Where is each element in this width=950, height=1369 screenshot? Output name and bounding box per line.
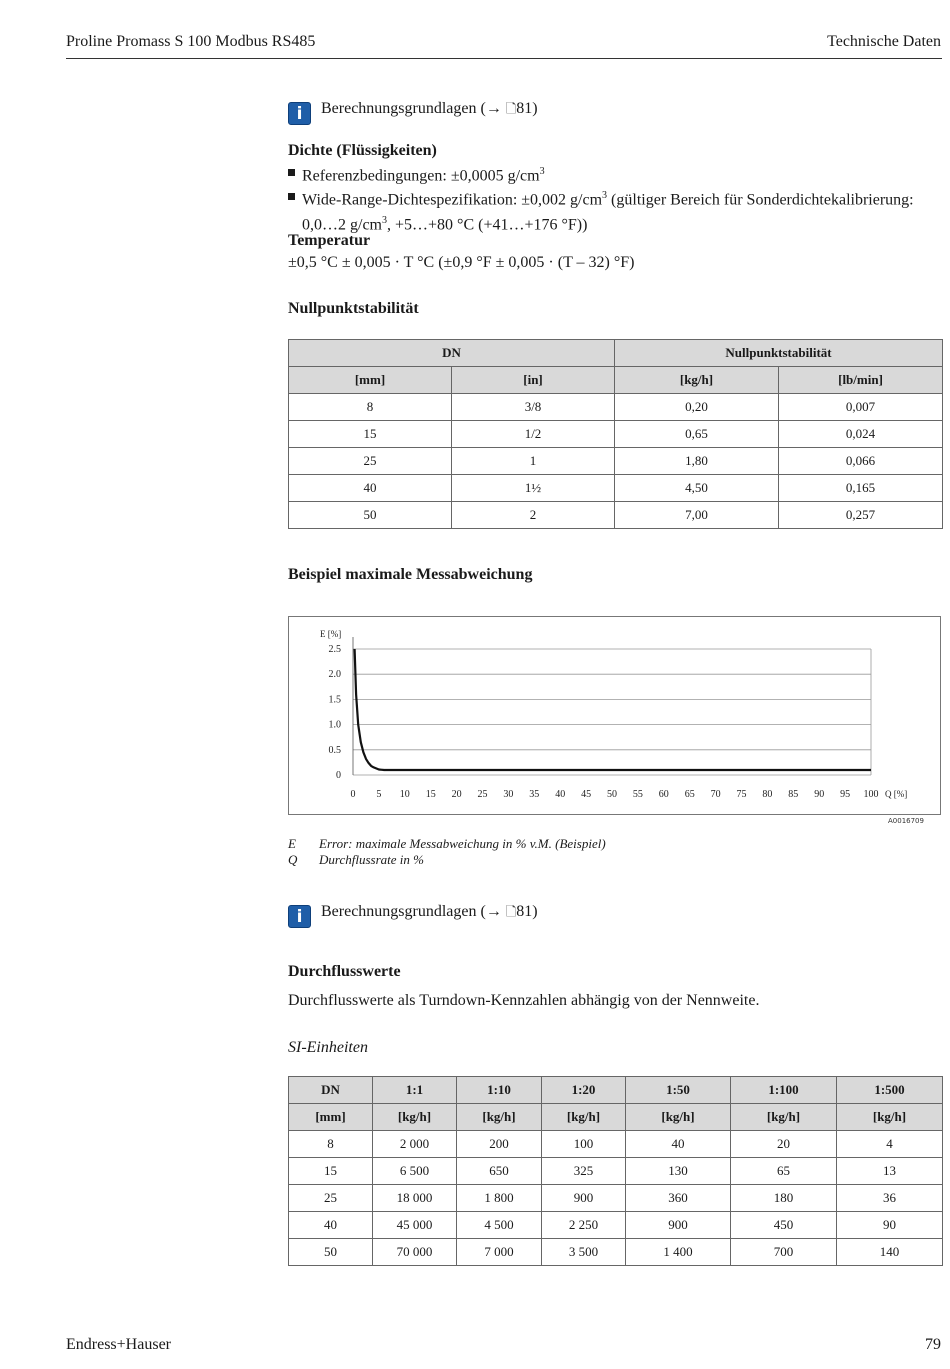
y-tick-label: 1.0: [328, 719, 341, 731]
table-cell: 7 000: [457, 1239, 542, 1266]
info-note-page: 81): [516, 903, 538, 920]
table-cell: 15: [289, 421, 452, 448]
density-heading: Dichte (Flüssigkeiten): [288, 142, 437, 159]
table-cell: 25: [289, 1185, 373, 1212]
info-note-label: Berechnungsgrundlagen (: [321, 100, 486, 117]
table-row: [289, 1239, 943, 1266]
table-row: [289, 1158, 943, 1185]
table-cell: 0,007: [779, 394, 943, 421]
x-tick-label: 95: [840, 789, 851, 800]
header-cell: 1:100: [731, 1077, 837, 1104]
table-row: [289, 1212, 943, 1239]
table-unit-row: [289, 1104, 943, 1131]
density-list: [288, 162, 943, 235]
example-heading: Beispiel maximale Messabweichung: [288, 566, 533, 583]
table-cell: 1½: [452, 475, 615, 502]
info-icon: i: [288, 905, 311, 928]
legend-key: Q: [288, 852, 298, 867]
table-cell: 15: [289, 1158, 373, 1185]
legend-key: E: [288, 836, 296, 851]
header-cell: DN: [289, 340, 615, 367]
flow-table: [288, 1076, 943, 1266]
x-tick-label: 55: [632, 789, 643, 800]
table-cell: 7,00: [615, 502, 779, 529]
y-tick-label: 0: [336, 770, 341, 781]
table-cell: 2: [452, 502, 615, 529]
x-tick-label: 65: [684, 789, 695, 800]
table-cell: 180: [731, 1185, 837, 1212]
unit-cell: [kg/h]: [615, 367, 779, 394]
x-tick-label: 20: [451, 789, 462, 800]
info-note[interactable]: [321, 903, 538, 925]
unit-cell: [lb/min]: [779, 367, 943, 394]
table-cell: 4 500: [457, 1212, 542, 1239]
superscript: 3: [602, 190, 608, 202]
flow-subheading: SI-Einheiten: [288, 1039, 368, 1056]
bullet-icon: [288, 193, 295, 200]
y-tick-label: 0.5: [328, 744, 341, 756]
density-range-note: (gültiger Bereich für Sonderdichtekalibrierung:: [611, 191, 914, 209]
x-tick-label: 100: [863, 789, 879, 800]
table-row: [289, 394, 943, 421]
legend-text: Durchflussrate in %: [319, 852, 424, 867]
density-reference: Referenzbedingungen: ±0,0005 g/cm: [302, 167, 540, 185]
page-icon: 🗋: [505, 102, 517, 117]
table-header-row: [289, 1077, 943, 1104]
unit-cell: [mm]: [289, 367, 452, 394]
unit-cell: [mm]: [289, 1104, 373, 1131]
table-cell: 25: [289, 448, 452, 475]
table-cell: 140: [837, 1239, 943, 1266]
table-row: [289, 421, 943, 448]
table-cell: 4: [837, 1131, 943, 1158]
unit-cell: [kg/h]: [457, 1104, 542, 1131]
y-tick-label: 2.0: [328, 669, 341, 681]
table-cell: 0,165: [779, 475, 943, 502]
table-cell: 100: [542, 1131, 626, 1158]
table-cell: 3/8: [452, 394, 615, 421]
header-cell: 1:1: [373, 1077, 457, 1104]
table-cell: 2 250: [542, 1212, 626, 1239]
header-cell: Nullpunktstabilität: [615, 340, 943, 367]
table-cell: 8: [289, 1131, 373, 1158]
y-tick-label: 1.5: [328, 694, 341, 706]
x-tick-label: 45: [581, 789, 592, 800]
table-row: [289, 448, 943, 475]
table-cell: 360: [626, 1185, 731, 1212]
info-note-label: Berechnungsgrundlagen (: [321, 903, 486, 920]
table-cell: 900: [626, 1212, 731, 1239]
header-rule: [66, 58, 942, 59]
table-cell: 90: [837, 1212, 943, 1239]
footer-brand: Endress+Hauser: [66, 1336, 171, 1353]
header-cell: 1:20: [542, 1077, 626, 1104]
table-row: [289, 502, 943, 529]
list-item: [288, 162, 943, 186]
density-range: 0,0…2 g/cm: [302, 215, 382, 233]
table-row: [289, 1185, 943, 1212]
x-tick-label: 75: [736, 789, 747, 800]
table-cell: 0,066: [779, 448, 943, 475]
table-cell: 40: [289, 475, 452, 502]
x-tick-label: 40: [555, 789, 566, 800]
x-tick-label: 0: [350, 789, 356, 800]
y-axis-label: E [%]: [320, 629, 342, 639]
x-tick-label: 60: [658, 789, 669, 800]
chart-frame: [288, 616, 941, 815]
table-cell: 45 000: [373, 1212, 457, 1239]
header-title: Proline Promass S 100 Modbus RS485: [66, 33, 316, 50]
table-cell: 0,024: [779, 421, 943, 448]
header-cell: 1:50: [626, 1077, 731, 1104]
x-tick-label: 25: [477, 789, 488, 800]
chart-legend: [288, 836, 788, 870]
table-cell: 1/2: [452, 421, 615, 448]
unit-cell: [kg/h]: [542, 1104, 626, 1131]
unit-cell: [in]: [452, 367, 615, 394]
zero-point-heading: Nullpunktstabilität: [288, 300, 419, 317]
table-cell: 130: [626, 1158, 731, 1185]
page-icon: 🗋: [505, 905, 517, 920]
figure-id: A0016709: [888, 817, 924, 825]
unit-cell: [kg/h]: [373, 1104, 457, 1131]
error-chart: [289, 617, 940, 814]
table-cell: 700: [731, 1239, 837, 1266]
superscript: 3: [382, 214, 387, 226]
x-tick-label: 90: [814, 789, 825, 800]
flow-heading: Durchflusswerte: [288, 963, 401, 980]
temperature-heading: Temperatur: [288, 232, 371, 249]
table-cell: 450: [731, 1212, 837, 1239]
x-tick-label: 30: [503, 789, 514, 800]
arrow-icon: →: [485, 903, 502, 920]
temperature-value: ±0,5 °C ± 0,005 · T °C (±0,9 °F ± 0,005 · (T – 32) °F): [288, 254, 635, 271]
bullet-icon: [288, 169, 295, 176]
x-tick-label: 5: [376, 789, 382, 800]
unit-cell: [kg/h]: [731, 1104, 837, 1131]
table-cell: 40: [289, 1212, 373, 1239]
table-cell: 40: [626, 1131, 731, 1158]
header-cell: 1:10: [457, 1077, 542, 1104]
info-note[interactable]: [321, 100, 538, 122]
table-cell: 325: [542, 1158, 626, 1185]
table-cell: 1 400: [626, 1239, 731, 1266]
table-row: [289, 475, 943, 502]
table-cell: 6 500: [373, 1158, 457, 1185]
table-cell: 1,80: [615, 448, 779, 475]
table-cell: 70 000: [373, 1239, 457, 1266]
table-cell: 20: [731, 1131, 837, 1158]
table-cell: 1: [452, 448, 615, 475]
table-cell: 3 500: [542, 1239, 626, 1266]
table-cell: 0,20: [615, 394, 779, 421]
header-section: Technische Daten: [827, 33, 941, 50]
density-wide-range: Wide-Range-Dichtespezifikation: ±0,002 g/cm: [302, 191, 603, 209]
arrow-icon: →: [485, 100, 502, 117]
header-cell: DN: [289, 1077, 373, 1104]
series-line: [355, 649, 871, 770]
table-unit-row: [289, 367, 943, 394]
list-item: [288, 186, 943, 235]
x-tick-label: 10: [399, 789, 410, 800]
table-cell: 200: [457, 1131, 542, 1158]
density-temp-range: , +5…+80 °C (+41…+176 °F)): [387, 215, 588, 233]
page-number: 79: [925, 1336, 941, 1353]
table-cell: 50: [289, 1239, 373, 1266]
table-row: [289, 1131, 943, 1158]
x-tick-label: 35: [529, 789, 540, 800]
table-cell: 0,257: [779, 502, 943, 529]
table-cell: 13: [837, 1158, 943, 1185]
info-note-page: 81): [516, 100, 538, 117]
x-tick-label: 50: [607, 789, 617, 800]
table-cell: 900: [542, 1185, 626, 1212]
x-tick-label: 15: [425, 789, 436, 800]
table-cell: 4,50: [615, 475, 779, 502]
header-cell: 1:500: [837, 1077, 943, 1104]
table-cell: 2 000: [373, 1131, 457, 1158]
zero-point-table: [288, 339, 943, 529]
x-tick-label: 80: [762, 789, 773, 800]
superscript: 3: [539, 166, 545, 177]
table-cell: 36: [837, 1185, 943, 1212]
unit-cell: [kg/h]: [626, 1104, 731, 1131]
table-cell: 650: [457, 1158, 542, 1185]
table-cell: 1 800: [457, 1185, 542, 1212]
table-header-row: [289, 340, 943, 367]
table-cell: 8: [289, 394, 452, 421]
flow-text: Durchflusswerte als Turndown-Kennzahlen abhängig von der Nennweite.: [288, 992, 760, 1009]
unit-cell: [kg/h]: [837, 1104, 943, 1131]
x-axis-label: Q [%]: [885, 789, 908, 799]
table-cell: 0,65: [615, 421, 779, 448]
x-tick-label: 70: [710, 789, 721, 800]
legend-text: Error: maximale Messabweichung in % v.M. (Beispiel): [319, 836, 606, 851]
table-cell: 18 000: [373, 1185, 457, 1212]
table-cell: 65: [731, 1158, 837, 1185]
y-tick-label: 2.5: [328, 644, 341, 655]
table-cell: 50: [289, 502, 452, 529]
x-tick-label: 85: [788, 789, 799, 800]
info-icon: i: [288, 102, 311, 125]
